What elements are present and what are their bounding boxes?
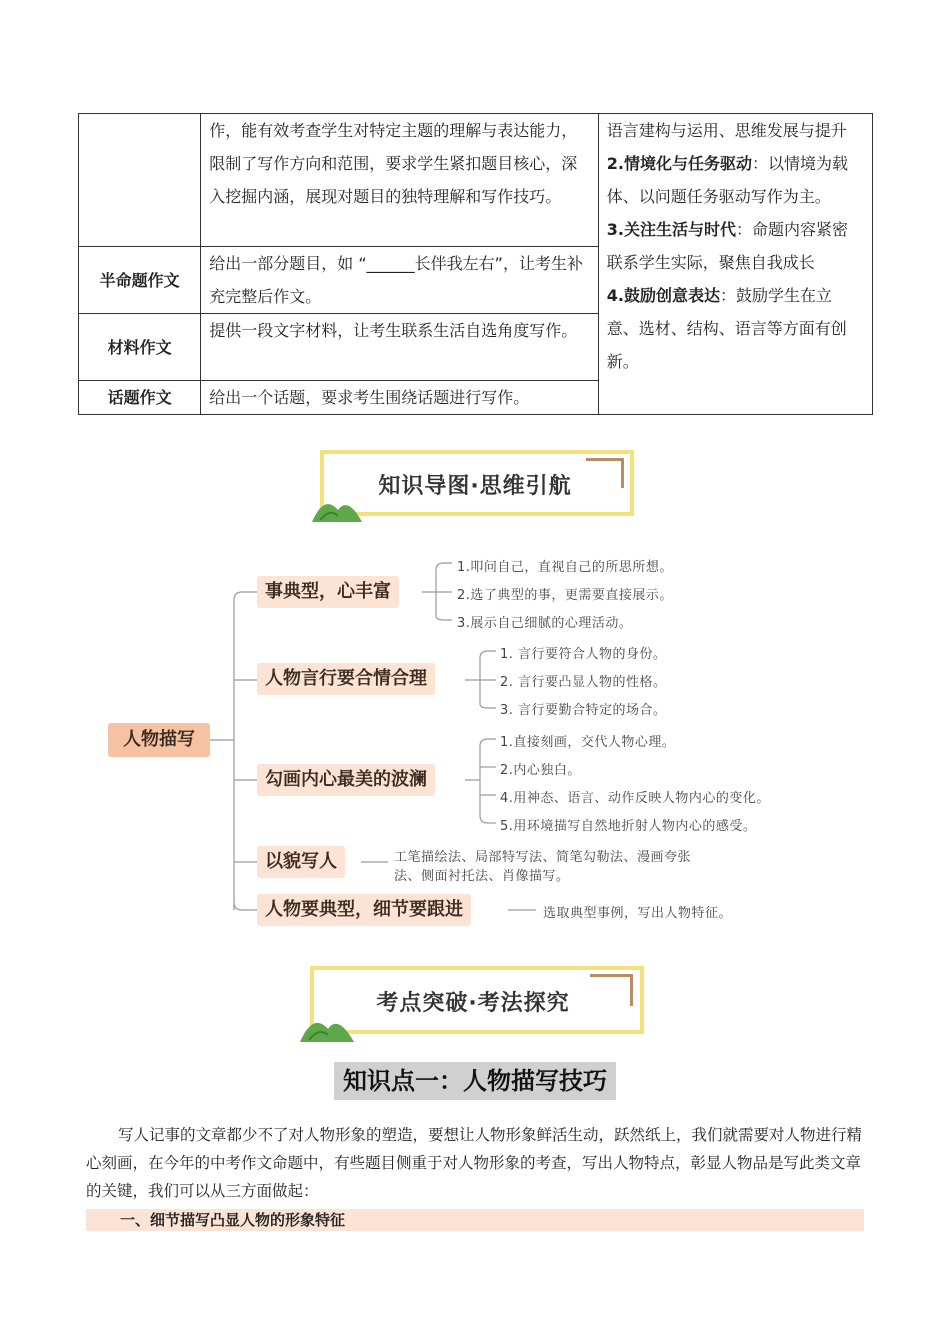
mindmap-leaf: 1. 言行要符合人物的身份。 (500, 647, 667, 662)
mindmap-leaf: 3. 言行要勤合特定的场合。 (500, 703, 667, 718)
mindmap-leaf: 工笔描绘法、局部特写法、简笔勾勒法、漫画夸张 (394, 850, 692, 865)
exam-banner (298, 964, 648, 1046)
mindmap-leaf: 5.用环境描写自然地折射人物内心的感受。 (500, 819, 757, 834)
desc-cell: 给出一部分题目，如 “______长伴我左右”，让考生补充完整后作文。 (201, 247, 599, 314)
section-subheading: 一、细节描写凸显人物的形象特征 (86, 1209, 864, 1231)
desc-cell: 作，能有效考查学生对特定主题的理解与表达能力，限制了写作方向和范围，要求学生紧扣题目核心，深入挖掘内涵，展现对题目的独特理解和写作技巧。 (201, 114, 599, 247)
desc-cell: 给出一个话题，要求考生围绕话题进行写作。 (201, 381, 599, 415)
mindmap-root: 人物描写 (108, 723, 210, 757)
mindmap-branch: 人物要典型，细节要跟进 (257, 894, 471, 926)
banner-title: 知识导图·思维引航 (378, 474, 572, 499)
type-cell: 话题作文 (79, 381, 201, 415)
mindmap-leaf: 3.展示自己细腻的心理活动。 (457, 616, 633, 631)
mountain-icon (298, 1008, 360, 1044)
mindmap-leaf: 1.叩问自己，直视自己的所思所想。 (457, 560, 673, 575)
desc-cell: 提供一段文字材料，让考生联系生活自选角度写作。 (201, 314, 599, 381)
mindmap-leaf: 选取典型事例，写出人物特征。 (543, 906, 733, 921)
banner-accent (590, 974, 632, 977)
mindmap-leaf: 2.内心独白。 (500, 763, 581, 778)
mindmap-branch: 事典型，心丰富 (257, 576, 399, 608)
mindmap-branch: 人物言行要合情合理 (257, 663, 435, 695)
mindmap-branch: 勾画内心最美的波澜 (257, 764, 435, 796)
mindmap-leaf: 法、侧面衬托法、肖像描写。 (394, 869, 570, 884)
mindmap-leaf: 4.用神态、语言、动作反映人物内心的变化。 (500, 791, 770, 806)
type-cell: 材料作文 (79, 314, 201, 381)
knowledge-point-title: 知识点一：人物描写技巧 (334, 1062, 616, 1100)
feature-item: 2.情境化与任务驱动：以情境为载体、以问题任务驱动写作为主。 (606, 154, 849, 206)
type-cell: 半命题作文 (79, 247, 201, 314)
banner-title: 考点突破·考法探究 (376, 991, 570, 1016)
mindmap-leaf: 2.选了典型的事，更需要直接展示。 (457, 588, 673, 603)
mindmap-branch: 以貌写人 (257, 846, 345, 878)
feature-intro: 语言建构与运用、思维发展与提升 (606, 121, 847, 140)
feature-item: 4.鼓励创意表达：鼓励学生在立意、选材、结构、语言等方面有创新。 (606, 286, 847, 371)
feature-item: 3.关注生活与时代：命题内容紧密联系学生实际，聚焦自我成长 (606, 220, 849, 272)
mindmap-leaf: 1.直接刻画，交代人物心理。 (500, 735, 676, 750)
intro-paragraph: 写人记事的文章都少不了对人物形象的塑造，要想让人物形象鲜活生动，跃然纸上，我们就需要对人物进行精心刻画，在今年的中考作文命题中，有些题目侧重于对人物形象的考查，写出人物特点，彰显人物品是写此类文章的关键，我们可以从三方面做起： (86, 1126, 863, 1200)
mindmap-leaf: 2. 言行要凸显人物的性格。 (500, 675, 667, 690)
